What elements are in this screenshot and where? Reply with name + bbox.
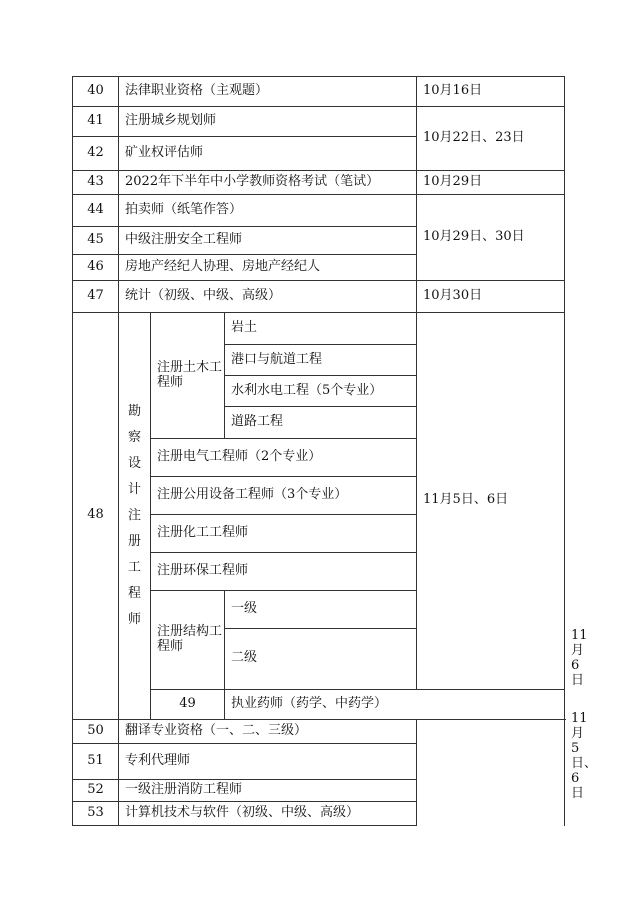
- table-row: [73, 171, 565, 195]
- exam-date: 10月30日: [417, 281, 565, 313]
- sub-exam-name: 注册公用设备工程师（3个专业）: [151, 477, 417, 515]
- exam-date: 10月29日: [417, 171, 565, 195]
- exam-name: 一级注册消防工程师: [119, 779, 417, 801]
- exam-name: 2022年下半年中小学教师资格考试（笔试）: [119, 171, 417, 195]
- structural-level: 二级: [225, 629, 417, 690]
- exam-name: 统计（初级、中级、高级）: [119, 281, 417, 313]
- row-number: 47: [73, 281, 119, 313]
- civil-item: 道路工程: [225, 407, 417, 439]
- exam-name: 专利代理师: [119, 743, 417, 779]
- exam-name: 拍卖师（纸笔作答）: [119, 195, 417, 227]
- sub-exam-name: 注册环保工程师: [151, 553, 417, 591]
- table-row: [73, 779, 565, 801]
- exam-schedule-table: [72, 76, 598, 826]
- civil-engineer-label: 注册土木工程师: [151, 313, 225, 439]
- exam-name: 计算机技术与软件（初级、中级、高级）: [119, 801, 417, 825]
- exam-date: 11月5日、6日: [417, 313, 565, 690]
- exam-name: 翻译专业资格（一、二、三级）: [119, 719, 417, 743]
- row-number: 50: [73, 719, 119, 743]
- exam-name: 注册城乡规划师: [119, 107, 417, 137]
- row-number: 52: [73, 779, 119, 801]
- exam-name: 法律职业资格（主观题）: [119, 77, 417, 107]
- table-row: 49 执业药师（药学、中药学） 11月5日、6日: [73, 689, 565, 719]
- row-number: 43: [73, 171, 119, 195]
- exam-date: 10月22日、23日: [417, 107, 565, 171]
- table-row: [73, 281, 565, 313]
- table-row: 二级 11月6日: [73, 629, 565, 690]
- sub-exam-name: 注册化工工程师: [151, 515, 417, 553]
- row-number: 53: [73, 801, 119, 825]
- exam-name: 执业药师（药学、中药学）: [225, 689, 565, 719]
- exam-date: 10月29日、30日: [417, 195, 565, 281]
- table-row: [73, 743, 565, 779]
- exam-name: 中级注册安全工程师: [119, 227, 417, 255]
- row-number: 42: [73, 137, 119, 171]
- row-number: 49: [151, 689, 225, 719]
- row-number: 51: [73, 743, 119, 779]
- table-row: [73, 77, 565, 107]
- civil-item: 水利水电工程（5个专业）: [225, 376, 417, 407]
- civil-item: 岩土: [225, 313, 417, 345]
- table-row: [73, 107, 565, 137]
- row-number: 44: [73, 195, 119, 227]
- category-vertical-label: 勘察设计注册工程师: [119, 313, 151, 720]
- structural-level: 一级: [225, 591, 417, 629]
- row-number: 45: [73, 227, 119, 255]
- table-row: [73, 195, 565, 227]
- sub-exam-name: 注册电气工程师（2个专业）: [151, 439, 417, 477]
- table-row: [73, 313, 565, 345]
- row-number: 48: [73, 313, 119, 720]
- row-number: 41: [73, 107, 119, 137]
- table-row: [73, 719, 565, 743]
- row-number: 40: [73, 77, 119, 107]
- exam-date: 10月16日: [417, 77, 565, 107]
- exam-name: 矿业权评估师: [119, 137, 417, 171]
- table-row: [73, 801, 565, 825]
- row-number: 46: [73, 255, 119, 281]
- structural-engineer-label: 注册结构工程师: [151, 591, 225, 690]
- exam-name: 房地产经纪人协理、房地产经纪人: [119, 255, 417, 281]
- civil-item: 港口与航道工程: [225, 345, 417, 376]
